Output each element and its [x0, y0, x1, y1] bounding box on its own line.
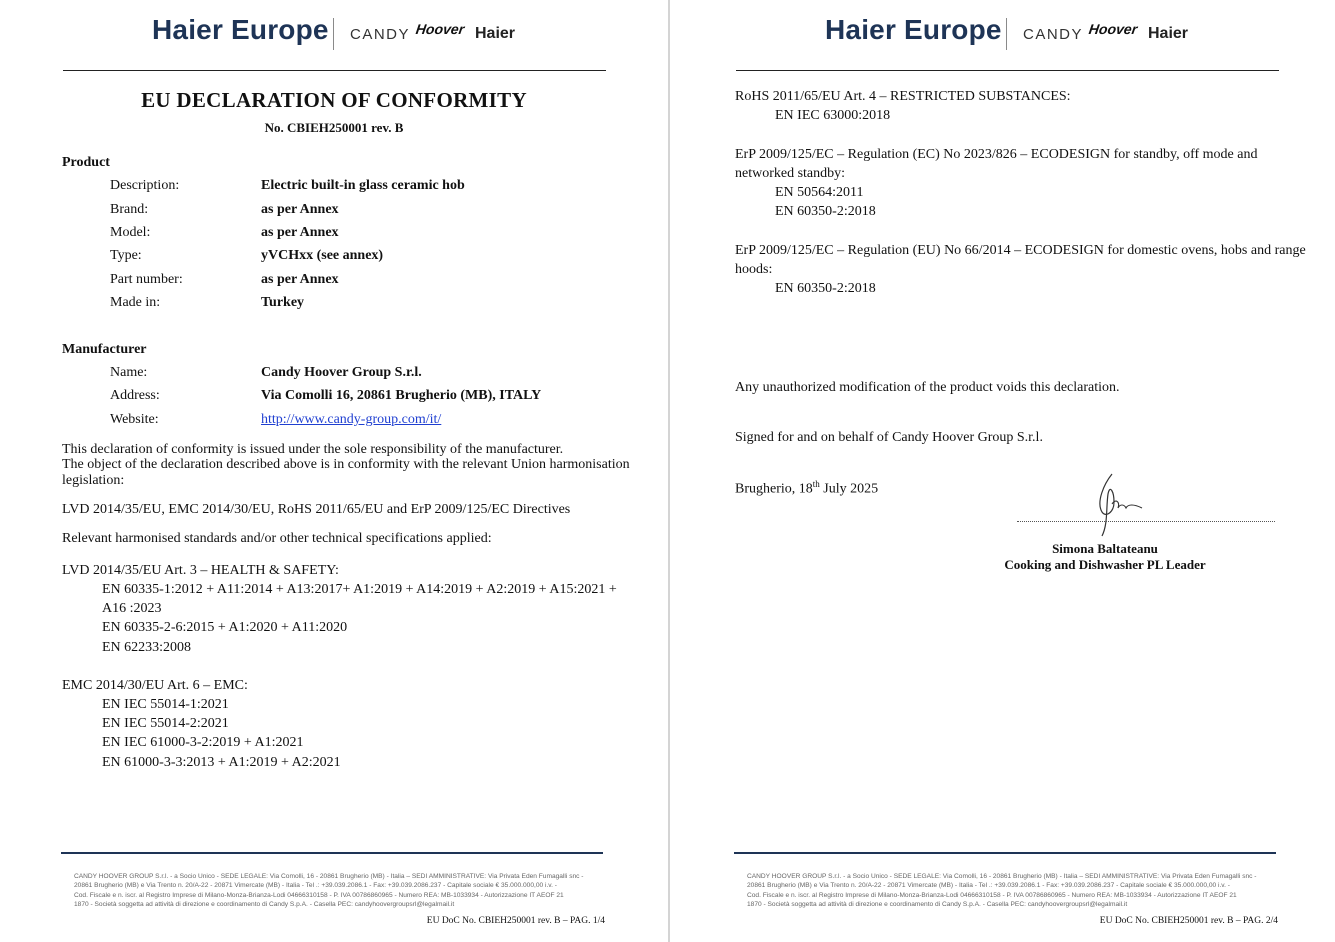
footer-rule	[734, 852, 1276, 854]
document-page-2	[672, 0, 1335, 942]
model-value: as per Annex	[261, 225, 339, 240]
brand-label: Brand:	[110, 202, 149, 217]
responsibility-statement: This declaration of conformity is issued under the sole responsibility of the manufacturer.	[62, 442, 564, 457]
footer-line: 20861 Brugherio (MB) e Via Trento n. 20/A-22 - 20871 Vimercate (MB) - Italia - Tel .: +39.039.2086.1 - Fax: +39.039.2086.237 - Capitale sociale € 35.000.000,00 i.v. -	[74, 882, 557, 890]
lvd-standard: EN 60335-1:2012 + A11:2014 + A13:2017+ A1:2019 + A14:2019 + A2:2019 + A15:2021 +	[102, 582, 617, 597]
erp-standby-standard: EN 50564:2011	[775, 185, 864, 200]
website-label: Website:	[110, 412, 159, 427]
manufacturer-heading: Manufacturer	[62, 342, 147, 357]
haier-logo: Haier	[1148, 25, 1189, 42]
part-number-value: as per Annex	[261, 272, 339, 287]
unauthorized-modification-note: Any unauthorized modification of the product voids this declaration.	[735, 380, 1120, 395]
candy-logo: CANDY	[1023, 26, 1084, 43]
part-number-label: Part number:	[110, 272, 183, 287]
header-rule	[736, 70, 1279, 71]
made-in-value: Turkey	[261, 295, 305, 310]
document-title: EU DECLARATION OF CONFORMITY	[141, 88, 527, 112]
erp-ovens-heading-cont: hoods:	[735, 262, 773, 277]
footer-rule	[61, 852, 603, 854]
erp-standby-heading: ErP 2009/125/EC – Regulation (EC) No 2023/826 – ECODESIGN for standby, off mode and	[735, 147, 1258, 162]
product-heading: Product	[62, 155, 110, 170]
page-separator	[668, 0, 670, 942]
footer-line: 1870 - Società soggetta ad attività di direzione e coordinamento di Candy S.p.A. - Casella PEC: candyhoovergroupsrl@legalmail.it	[747, 901, 1128, 909]
haier-europe-logo: Haier Europe	[825, 14, 1002, 45]
company-legal-footer	[747, 872, 1257, 910]
directives-list: LVD 2014/35/EU, EMC 2014/30/EU, RoHS 2011/65/EU and ErP 2009/125/EC Directives	[62, 502, 571, 517]
header-rule	[63, 70, 606, 71]
emc-standard: EN IEC 55014-1:2021	[102, 697, 229, 712]
website-link[interactable]: http://www.candy-group.com/it/	[261, 412, 442, 427]
logo-divider	[333, 18, 334, 50]
lvd-standard: EN 62233:2008	[102, 640, 192, 655]
address-label: Address:	[110, 388, 160, 403]
handwritten-signature	[1090, 468, 1150, 540]
date-ordinal: th	[812, 479, 820, 489]
made-in-label: Made in:	[110, 295, 161, 310]
hoover-logo: Hoover	[1087, 21, 1139, 37]
conformity-statement: The object of the declaration described above is in conformity with the relevant Union harmonisation	[62, 457, 630, 472]
candy-logo: CANDY	[350, 26, 411, 43]
haier-logo: Haier	[475, 25, 516, 42]
lvd-standard: EN 60335-2-6:2015 + A1:2020 + A11:2020	[102, 620, 348, 635]
place-and-date	[735, 479, 878, 498]
hoover-logo: Hoover	[414, 21, 466, 37]
manufacturer-address: Via Comolli 16, 20861 Brugherio (MB), ITALY	[261, 388, 542, 403]
lvd-standard: A16 :2023	[102, 601, 162, 616]
footer-line: 1870 - Società soggetta ad attività di direzione e coordinamento di Candy S.p.A. - Casella PEC: candyhoovergroupsrl@legalmail.it	[74, 901, 455, 909]
type-label: Type:	[110, 248, 142, 263]
emc-standard: EN IEC 55014-2:2021	[102, 716, 229, 731]
document-number: No. CBIEH250001 rev. B	[264, 120, 404, 135]
signer-name: Simona Baltateanu	[1052, 541, 1158, 556]
model-label: Model:	[110, 225, 151, 240]
name-label: Name:	[110, 365, 148, 380]
haier-europe-logo: Haier Europe	[152, 14, 329, 45]
emc-standard: EN 61000-3-3:2013 + A1:2019 + A2:2021	[102, 755, 341, 770]
logo-divider	[1006, 18, 1007, 50]
date-month-year: July 2025	[819, 481, 879, 497]
footer-line: Cod. Fiscale e n. iscr. al Registro Imprese di Milano-Monza-Brianza-Lodi 04666310158 - P. IVA 00786860965 - Numero REA: MB-1033934 - Autorizzazione IT AEOF 21	[747, 891, 1237, 899]
footer-line: 20861 Brugherio (MB) e Via Trento n. 20/A-22 - 20871 Vimercate (MB) - Italia - Tel .: +39.039.2086.1 - Fax: +39.039.2086.237 - Capitale sociale € 35.000.000,00 i.v. -	[747, 882, 1230, 890]
rohs-heading: RoHS 2011/65/EU Art. 4 – RESTRICTED SUBSTANCES:	[735, 89, 1071, 104]
place-date-text: Brugherio, 18	[735, 481, 813, 497]
rohs-standard: EN IEC 63000:2018	[775, 108, 891, 123]
manufacturer-name: Candy Hoover Group S.r.l.	[261, 365, 422, 380]
signature-line	[1017, 521, 1275, 522]
conformity-statement-cont: legislation:	[62, 473, 125, 488]
page-reference: EU DoC No. CBIEH250001 rev. B – PAG. 1/4	[426, 916, 605, 926]
description-value: Electric built-in glass ceramic hob	[261, 178, 465, 193]
footer-line: Cod. Fiscale e n. iscr. al Registro Imprese di Milano-Monza-Brianza-Lodi 04666310158 - P. IVA 00786860965 - Numero REA: MB-1033934 - Autorizzazione IT AEOF 21	[74, 891, 564, 899]
emc-heading: EMC 2014/30/EU Art. 6 – EMC:	[62, 678, 248, 693]
erp-standby-standard: EN 60350-2:2018	[775, 204, 876, 219]
erp-ovens-heading: ErP 2009/125/EC – Regulation (EU) No 66/2014 – ECODESIGN for domestic ovens, hobs and range	[735, 243, 1306, 258]
type-value: yVCHxx (see annex)	[261, 248, 384, 263]
emc-standard: EN IEC 61000-3-2:2019 + A1:2021	[102, 735, 304, 750]
footer-line: CANDY HOOVER GROUP S.r.l. - a Socio Unico - SEDE LEGALE: Via Comolli, 16 - 20861 Brugherio (MB) - Italia – SEDI AMMINISTRATIVE: Via Privata Eden Fumagalli snc -	[747, 873, 1257, 880]
signed-on-behalf: Signed for and on behalf of Candy Hoover Group S.r.l.	[735, 430, 1043, 445]
signer-role: Cooking and Dishwasher PL Leader	[1004, 557, 1206, 572]
brand-value: as per Annex	[261, 202, 339, 217]
footer-line: CANDY HOOVER GROUP S.r.l. - a Socio Unico - SEDE LEGALE: Via Comolli, 16 - 20861 Brugherio (MB) - Italia – SEDI AMMINISTRATIVE: Via Privata Eden Fumagalli snc -	[74, 873, 584, 880]
page-reference: EU DoC No. CBIEH250001 rev. B – PAG. 2/4	[1099, 916, 1278, 926]
erp-standby-heading-cont: networked standby:	[735, 166, 846, 181]
erp-ovens-standard: EN 60350-2:2018	[775, 281, 876, 296]
lvd-heading: LVD 2014/35/EU Art. 3 – HEALTH & SAFETY:	[62, 563, 339, 578]
standards-intro: Relevant harmonised standards and/or other technical specifications applied:	[62, 531, 492, 546]
company-legal-footer	[74, 872, 584, 910]
description-label: Description:	[110, 178, 180, 193]
